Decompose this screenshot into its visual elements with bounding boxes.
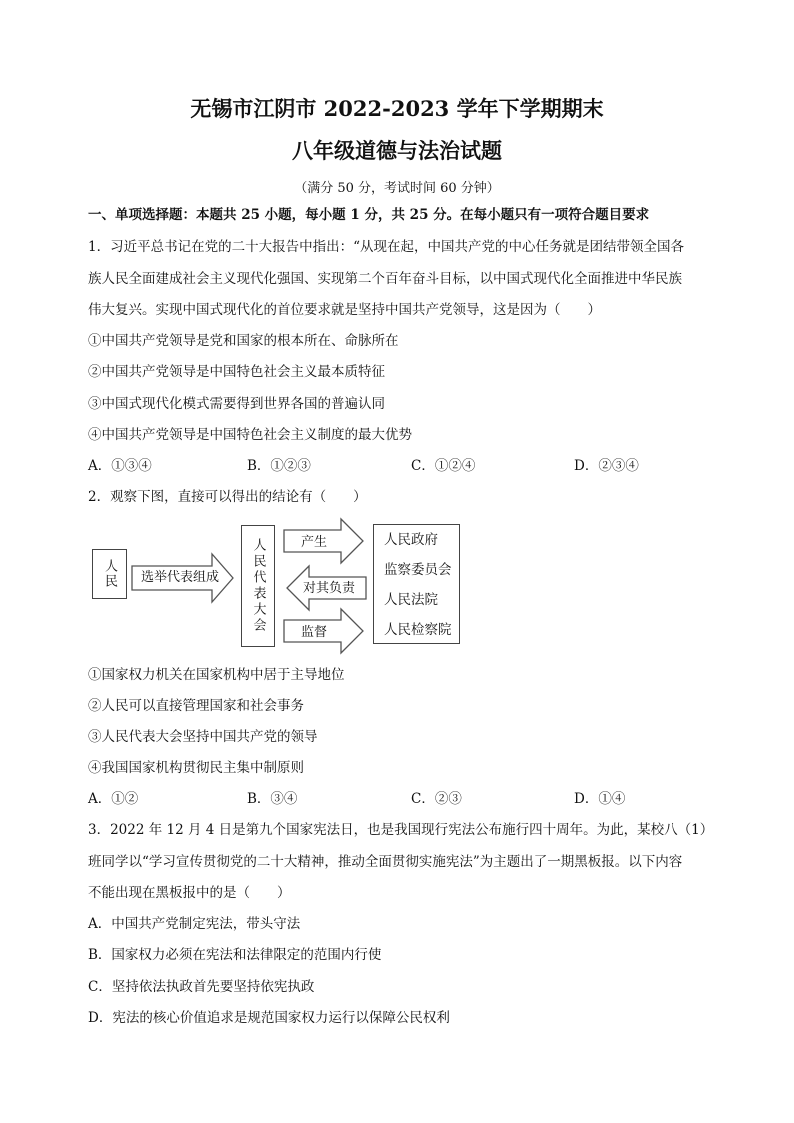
q3-stem-line-3: 不能出现在黑板报中的是（ ） [88,885,291,901]
q1-stem-line-3: 伟大复兴。实现中国式现代化的首位要求就是坚持中国共产党领导，这是因为（ ） [88,302,601,318]
section-heading: 一、单项选择题：本题共 25 小题，每小题 1 分，共 25 分。在每小题只有一项符合题目要求 [88,207,650,223]
q2-option-a: A．①② [88,791,139,807]
q1-item-4: ④中国共产党领导是中国特色社会主义制度的最大优势 [88,427,412,443]
q3-option-d: D．宪法的核心价值追求是规范国家权力运行以保障公民权利 [88,1010,450,1026]
q1-option-d: D．②③④ [574,458,639,474]
responsible-label: 对其负责 [303,581,356,596]
q2-item-4: ④我国国家机构贯彻民主集中制原则 [88,760,304,776]
q1-item-3: ③中国式现代化模式需要得到世界各国的普遍认同 [88,396,385,412]
people-label: 人民 [102,559,117,589]
congress-box [241,525,275,647]
q1-item-1: ①中国共产党领导是党和国家的根本所在、命脉所在 [88,333,399,349]
exam-subtitle: 八年级道德与法治试题 [292,138,502,163]
organ-procuratorate: 人民检察院 [384,622,452,638]
q3-option-a: A．中国共产党制定宪法，带头守法 [88,916,301,932]
produce-label: 产生 [301,535,328,550]
q2-option-c: C．②③ [411,791,462,807]
organ-court: 人民法院 [384,592,438,608]
organ-supervisory-commission: 监察委员会 [384,562,452,578]
q2-option-d: D．①④ [574,791,626,807]
q1-item-2: ②中国共产党领导是中国特色社会主义最本质特征 [88,364,385,380]
q2-stem: 2．观察下图，直接可以得出的结论有（ ） [88,489,367,505]
q3-stem-line-2: 班同学以“学习宣传贯彻党的二十大精神，推动全面贯彻实施宪法”为主题出了一期黑板报。以下内容 [88,854,683,870]
organ-government: 人民政府 [384,532,438,548]
elect-label: 选举代表组成 [141,570,220,585]
state-organs-box [373,524,460,644]
supervise-label: 监督 [301,625,328,640]
q2-item-3: ③人民代表大会坚持中国共产党的领导 [88,729,318,745]
q1-stem-line-2: 族人民全面建成社会主义现代化强国、实现第二个百年奋斗目标，以中国式现代化全面推进中华民族 [88,271,682,287]
congress-label: 人民代表大会 [250,538,266,634]
q2-item-1: ①国家权力机关在国家机构中居于主导地位 [88,667,345,683]
exam-title: 无锡市江阴市 2022-2023 学年下学期期末 [190,96,604,121]
q1-stem-line-1: 1．习近平总书记在党的二十大报告中指出：“从现在起，中国共产党的中心任务就是团结带领全国各 [88,239,684,255]
q1-option-c: C．①②④ [411,458,476,474]
q1-option-a: A．①③④ [88,458,152,474]
q3-stem-line-1: 3．2022 年 12 月 4 日是第九个国家宪法日，也是我国现行宪法公布施行四十周年。为此，某校八（1） [88,822,714,838]
q1-option-b: B．①②③ [247,458,311,474]
q3-option-b: B．国家权力必须在宪法和法律限定的范围内行使 [88,947,382,963]
q3-option-c: C．坚持依法执政首先要坚持依宪执政 [88,979,315,995]
q2-item-2: ②人民可以直接管理国家和社会事务 [88,698,304,714]
q2-option-b: B．③④ [247,791,298,807]
exam-note: （满分 50 分，考试时间 60 分钟） [294,181,500,196]
